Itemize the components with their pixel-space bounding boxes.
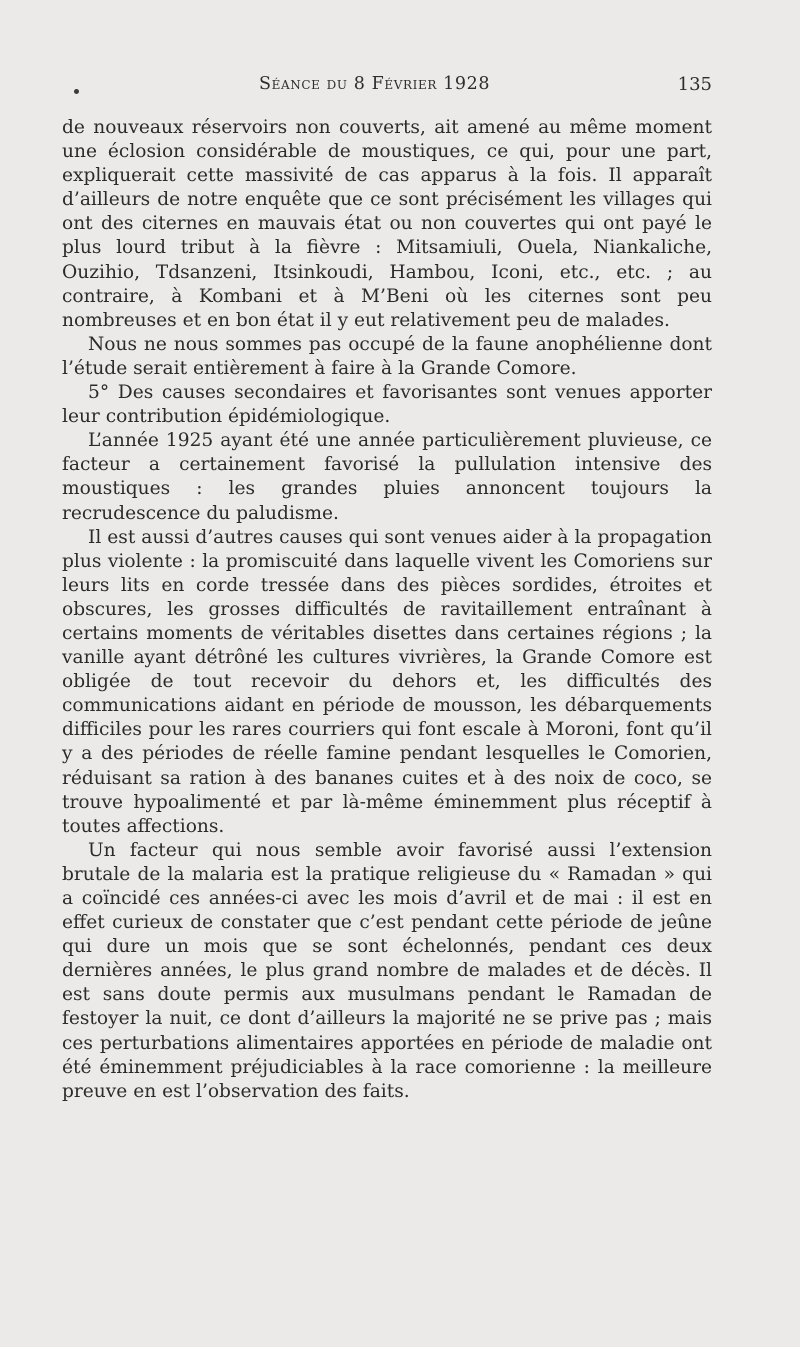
paragraph-1: de nouveaux réservoirs non couverts, ait amené au même moment une éclosion considérable de moustiques, ce qui, pour une part, expliquerait cette massivité de cas apparus à la fois. Il apparaît d’ailleurs de notre enquête que ce sont précisément les villages qui ont des citernes en mauvais état ou non couvertes qui ont payé le plus lourd tribut à la fièvre : Mitsamiuli, Ouela, Niankaliche, Ouzihio, Tdsanzeni, Itsinkoudi, Hambou, Iconi, etc., etc. ; au contraire, à Kombani et à M’Beni où les citernes sont peu nombreuses et en bon état il y eut relativement peu de malades. <box>62 117 712 331</box>
page-number: 135 <box>677 74 712 95</box>
paragraph-6: Un facteur qui nous semble avoir favorisé aussi l’extension brutale de la malaria est la pratique religieuse du « Ramadan » qui a coïncidé ces années-ci avec les mois d’avril et de mai : il est en effet curieux de constater que c’est pendant cette période de jeûne qui dure un mois que se sont échelonnés, pendant ces deux dernières années, le plus grand nombre de malades et de décès. Il est sans doute permis aux musulmans pendant le Ramadan de festoyer la nuit, ce dont d’ailleurs la majorité ne se prive pas ; mais ces perturbations alimentaires apportées en période de maladie ont été éminemment préjudiciables à la race comorienne : la meilleure preuve en est l’observation des faits. <box>62 839 712 1102</box>
paragraph-2: Nous ne nous sommes pas occupé de la faune anophélienne dont l’étude serait entièrement à faire à la Grande Comore. <box>62 333 712 379</box>
paragraph-4: L’année 1925 ayant été une année particulièrement pluvieuse, ce facteur a certainement favorisé la pullulation intensive des moustiques : les grandes pluies annoncent toujours la recrudescence du paludisme. <box>62 430 712 524</box>
paragraph-5: Il est aussi d’autres causes qui sont venues aider à la propagation plus violente : la promiscuité dans laquelle vivent les Comoriens sur leurs lits en corde tressée dans des pièces sordides, étroites et obscures, les grosses difficultés de ravitaillement entraînant à certains moments de véritables disettes dans certaines régions ; la vanille ayant détrôné les cultures vivrières, la Grande Comore est obligée de tout recevoir du dehors et, les difficultés des communications aidant en période de mousson, les débarquements difficiles pour les rares courriers qui font escale à Moroni, font qu’il y a des périodes de réelle famine pendant lesquelles le Comorien, réduisant sa ration à des bananes cuites et à des noix de coco, se trouve hypoalimenté et par là-même éminemment plus réceptif à toutes affections. <box>62 526 712 837</box>
running-head: Séance du 8 Février 1928 <box>259 74 491 94</box>
paragraph-3: 5° Des causes secondaires et favorisantes sont venues apporter leur contribution épidémiologique. <box>62 382 712 428</box>
page-header <box>62 64 712 96</box>
header-bullet-mark <box>74 89 79 94</box>
page-body <box>62 116 712 1104</box>
